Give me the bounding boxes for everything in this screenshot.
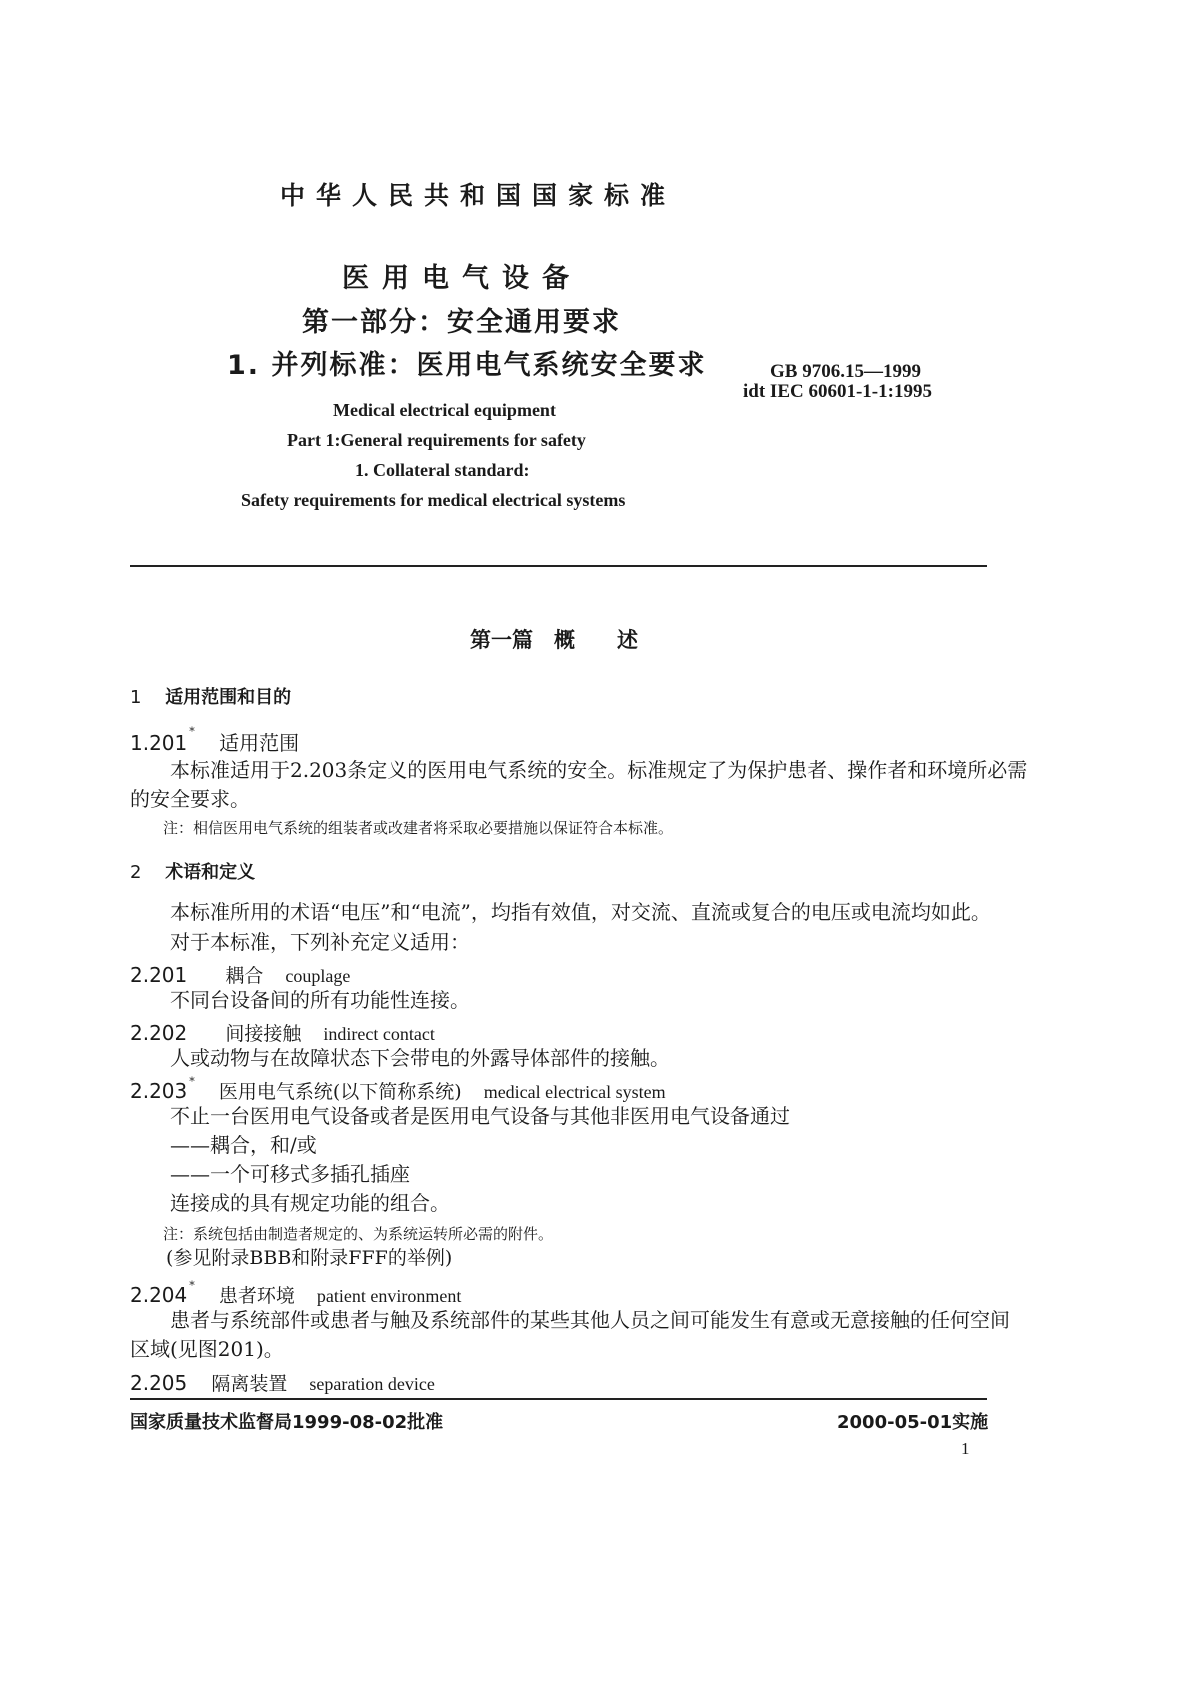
definition-2-204-text-2: 区域(见图201)。 <box>130 1337 284 1361</box>
definition-2-203-text-1: 不止一台医用电气设备或者是医用电气设备与其他非医用电气设备通过 <box>170 1104 790 1128</box>
definition-term-en: separation device <box>309 1374 435 1394</box>
effective-date: 2000-05-01实施 <box>837 1412 989 1433</box>
definition-number: 2.204 <box>130 1283 188 1307</box>
definition-number: 2.201 <box>130 963 188 987</box>
standard-number: GB 9706.15—1999 <box>770 361 921 382</box>
section-1-heading <box>130 683 291 709</box>
definition-2-203-dash-1: ——耦合，和/或 <box>170 1133 317 1157</box>
definition-2-202 <box>130 1019 435 1046</box>
definition-2-203-note: 注：系统包括由制造者规定的、为系统运转所必需的附件。 <box>163 1225 554 1243</box>
definition-term-en: patient environment <box>316 1286 462 1306</box>
definition-number: 2.202 <box>130 1021 188 1045</box>
clause-star: * <box>189 725 195 738</box>
section-2-intro-1: 本标准所用的术语“电压”和“电流”，均指有效值，对交流、直流或复合的电压或电流均如此。 <box>170 900 991 924</box>
definition-number: 2.203 <box>130 1079 188 1103</box>
cn-title-line-1: 医用电气设备 <box>342 263 582 294</box>
definition-term: 医用电气系统(以下简称系统) <box>218 1081 462 1103</box>
footer-divider <box>130 1398 987 1400</box>
definition-term: 患者环境 <box>218 1285 295 1307</box>
clause-1-201-para-line-2: 的安全要求。 <box>130 787 250 811</box>
definition-2-204 <box>130 1281 461 1308</box>
definition-term: 隔离装置 <box>211 1373 288 1395</box>
section-2-heading <box>130 858 255 884</box>
definition-term-en: couplage <box>285 966 351 986</box>
definition-term: 间接接触 <box>225 1023 302 1045</box>
definition-term-en: medical electrical system <box>483 1082 666 1102</box>
national-standard-title: 中华人民共和国国家标准 <box>280 181 677 210</box>
en-title-line-4: Safety requirements for medical electrical systems <box>241 490 626 510</box>
definition-number: 2.205 <box>130 1371 188 1395</box>
definition-star: * <box>189 1279 195 1292</box>
definition-term-en: indirect contact <box>323 1024 435 1044</box>
definition-2-204-text-1: 患者与系统部件或患者与触及系统部件的某些其他人员之间可能发生有意或无意接触的任何空间 <box>170 1308 1010 1332</box>
definition-2-203-reference: (参见附录BBB和附录FFF的举例) <box>166 1247 453 1269</box>
en-title-line-2: Part 1:General requirements for safety <box>287 430 586 450</box>
cn-title-line-2: 第一部分：安全通用要求 <box>302 307 621 338</box>
definition-2-203 <box>130 1077 666 1104</box>
clause-1-201-heading <box>130 727 299 756</box>
standard-idt: idt IEC 60601-1-1:1995 <box>743 381 932 402</box>
definition-2-203-text-2: 连接成的具有规定功能的组合。 <box>170 1191 450 1215</box>
en-title-line-3: 1. Collateral standard: <box>355 460 530 480</box>
definition-star: * <box>189 1075 195 1088</box>
section-number: 2 <box>130 862 142 883</box>
definition-2-201-text: 不同台设备间的所有功能性连接。 <box>170 988 470 1012</box>
definition-term: 耦合 <box>225 965 264 987</box>
section-title: 适用范围和目的 <box>165 687 292 708</box>
header-divider <box>130 565 987 567</box>
cn-title-line-3: 1. 并列标准：医用电气系统安全要求 <box>227 350 707 381</box>
clause-number: 1.201 <box>130 731 188 755</box>
definition-2-205 <box>130 1369 435 1396</box>
chapter-title: 第一篇 概 述 <box>470 628 638 652</box>
en-title-line-1: Medical electrical equipment <box>333 400 556 420</box>
definition-2-202-text: 人或动物与在故障状态下会带电的外露导体部件的接触。 <box>170 1046 670 1070</box>
section-number: 1 <box>130 687 142 708</box>
definition-2-201 <box>130 961 350 988</box>
page-number: 1 <box>961 1439 970 1458</box>
definition-2-203-dash-2: ——一个可移式多插孔插座 <box>170 1162 410 1186</box>
approval-statement: 国家质量技术监督局1999-08-02批准 <box>130 1412 444 1433</box>
section-title: 术语和定义 <box>165 862 256 883</box>
clause-1-201-note: 注：相信医用电气系统的组装者或改建者将采取必要措施以保证符合本标准。 <box>163 819 674 837</box>
clause-1-201-para-line-1: 本标准适用于2.203条定义的医用电气系统的安全。标准规定了为保护患者、操作者和环境所必需 <box>170 758 1028 782</box>
section-2-intro-2: 对于本标准，下列补充定义适用： <box>170 930 470 954</box>
clause-title: 适用范围 <box>219 731 300 755</box>
